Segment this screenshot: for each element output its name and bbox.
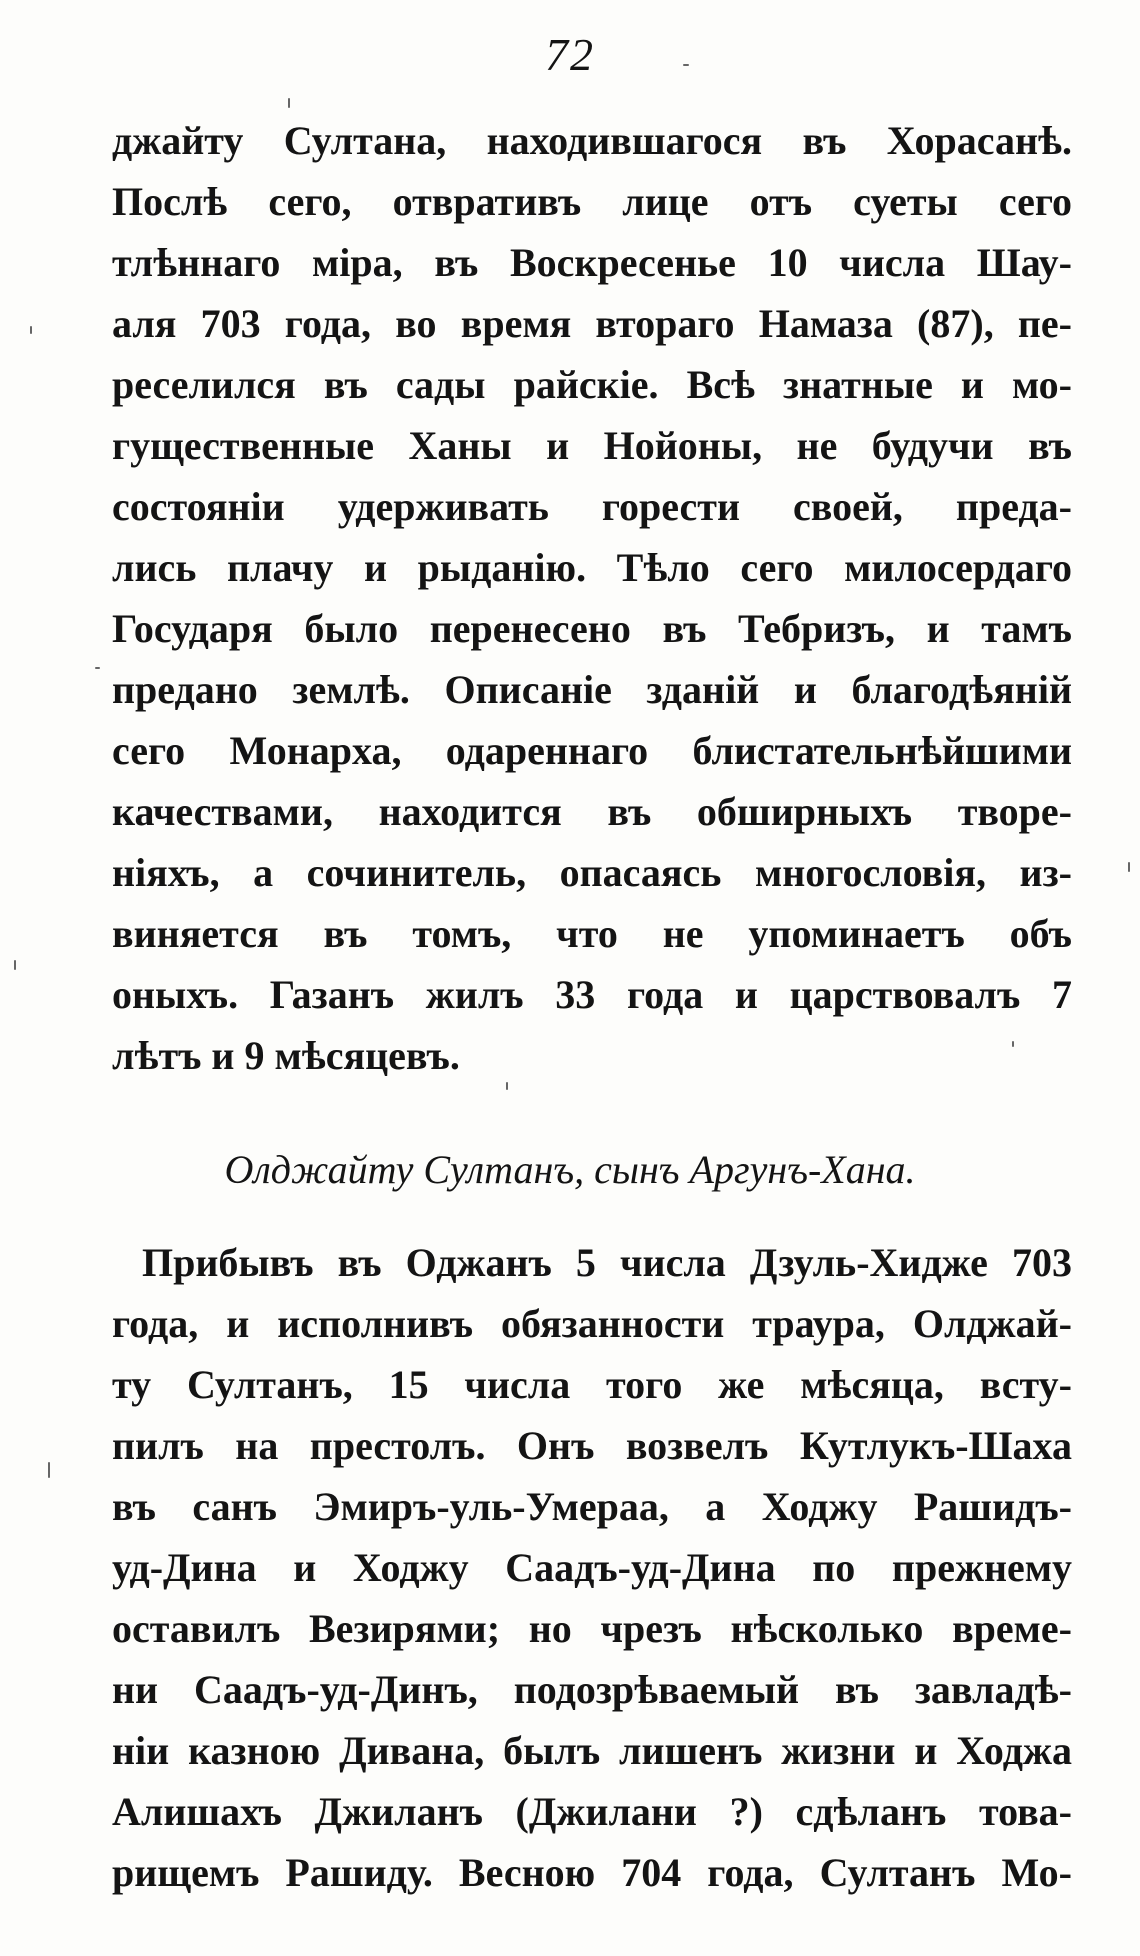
text-line: оныхъ. Газанъ жилъ 33 года и царствовалъ 7 [112,972,1072,1017]
text-line: гущественные Ханы и Нойоны, не будучи въ [112,423,1072,468]
text-line: Алишахъ Джиланъ (Джилани ?) сдѣланъ това- [112,1789,1072,1834]
text-line: ніи казною Дивана, былъ лишенъ жизни и Ходжа [112,1728,1072,1773]
text-line: виняется въ томъ, что не упоминаетъ объ [112,911,1072,956]
scan-speck [30,326,32,334]
text-line: джайту Султана, находившагося въ Хорасанѣ. [112,118,1072,163]
text-line: ніяхъ, а сочинитель, опасаясь многословія, из- [112,850,1072,895]
text-line: уд-Дина и Ходжу Саадъ-уд-Дина по прежнему [112,1545,1072,1590]
section-heading: Олджайту Султанъ, сынъ Аргунъ-Хана. [224,1147,916,1192]
text-line: ту Султанъ, 15 числа того же мѣсяца, всту- [112,1362,1072,1407]
text-line: лѣтъ и 9 мѣсяцевъ. [112,1033,460,1078]
text-line: реселился въ сады райскіе. Всѣ знатные и мо- [112,362,1072,407]
text-line: лись плачу и рыданію. Тѣло сего милосердаго [112,545,1072,590]
text-line: Государя было перенесено въ Тебризъ, и тамъ [112,606,1072,651]
text-line: года, и исполнивъ обязанности траура, Олджай- [112,1301,1072,1346]
text-line: предано землѣ. Описаніе зданій и благодѣяній [112,667,1072,712]
scan-speck [1012,1041,1014,1047]
text-line: Послѣ сего, отвративъ лице отъ суеты сего [112,179,1072,224]
scan-speck [48,1462,50,1478]
text-line: сего Монарха, одареннаго блистательнѣйшими [112,728,1072,773]
text-line: ни Саадъ-уд-Динъ, подозрѣваемый въ завладѣ- [112,1667,1072,1712]
scan-speck [288,98,290,108]
text-line: тлѣннаго міра, въ Воскресенье 10 числа Шау- [112,240,1072,285]
text-line: аля 703 года, во время втораго Намаза (87), пе- [112,301,1072,346]
text-line: Прибывъ въ Оджанъ 5 числа Дзуль-Хидже 703 [142,1240,1072,1285]
text-line: въ санъ Эмиръ-уль-Умераа, а Ходжу Рашидъ- [112,1484,1072,1529]
text-line: оставилъ Везирями; но чрезъ нѣсколько време- [112,1606,1072,1651]
paragraph-oljaitu-accession [112,1232,1072,1903]
scan-speck [95,667,100,669]
page-number: 72 [545,29,595,80]
scan-speck [506,1082,508,1090]
scan-speck [683,64,689,66]
paragraph-ghazan-death [112,110,1072,1086]
scan-speck [1128,862,1130,872]
text-line: качествами, находится въ обширныхъ творе- [112,789,1072,834]
scan-speck [14,960,16,970]
text-line: рищемъ Рашиду. Весною 704 года, Султанъ Мо- [112,1850,1072,1895]
text-line: пилъ на престолъ. Онъ возвелъ Кутлукъ-Шаха [112,1423,1072,1468]
text-line: состояніи удерживать горести своей, преда- [112,484,1072,529]
